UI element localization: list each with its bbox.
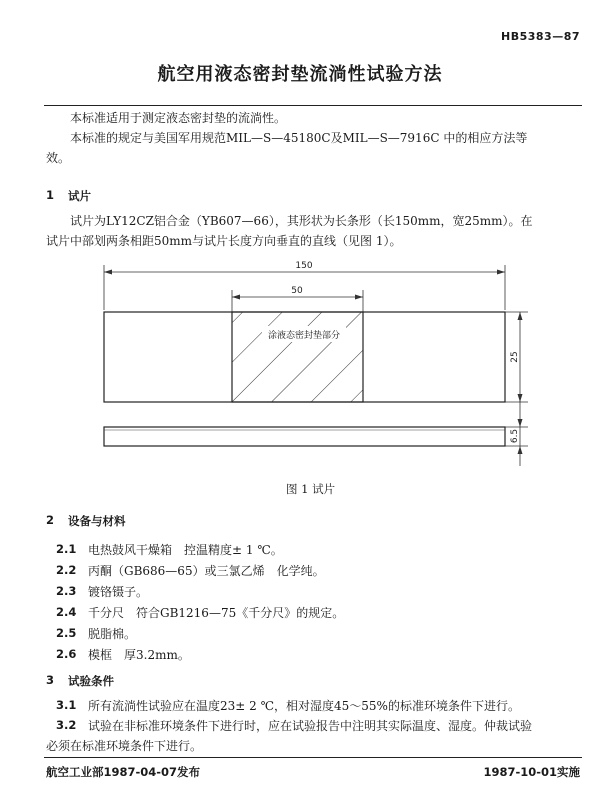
section-3-number: 3 (46, 673, 55, 687)
standard-number: HB5383—87 (500, 30, 580, 43)
section-3-heading: 试验条件 (68, 674, 114, 688)
item-2-1-text: 电热鼓风干燥箱 控温精度± 1 ℃。 (88, 543, 283, 557)
item-3-1-number: 3.1 (56, 698, 77, 712)
item-2-2-text: 丙酮（GB686—65）或三氯乙烯 化学纯。 (88, 564, 325, 578)
item-2-2-number: 2.2 (56, 563, 77, 577)
section-2-heading: 设备与材料 (68, 514, 126, 528)
item-2-4-number: 2.4 (56, 605, 77, 619)
item-2-6-number: 2.6 (56, 647, 77, 661)
bottom-rule (44, 757, 582, 758)
item-2-5-text: 脱脂棉。 (88, 627, 137, 641)
dim-thickness-label: 6.5 (510, 428, 520, 444)
item-2-6-text: 模框 厚3.2mm。 (88, 648, 190, 662)
item-2-1-number: 2.1 (56, 542, 77, 556)
dim-width-label: 25 (510, 351, 520, 363)
dim-zone-label: 50 (291, 286, 303, 296)
item-3-2-text: 试验在非标准环境条件下进行时，应在试验报告中注明其实际温度、湿度。仲裁试验 (88, 719, 533, 733)
dim-length-label: 150 (295, 261, 313, 271)
section-1-heading: 试片 (68, 189, 91, 203)
intro-line-2: 本标准的规定与美国军用规范MIL—S—45180C及MIL—S—7916C 中的相应方法等 (70, 131, 528, 145)
section-1-line-1: 试片为LY12CZ铝合金（YB607—66），其形状为长条形（长150mm，宽25mm）。在 (70, 214, 533, 228)
item-3-2-continuation: 必须在标准环境条件下进行。 (46, 739, 203, 753)
effective-date: 1987-10-01实施 (483, 765, 580, 779)
intro-line-1: 本标准适用于测定液态密封垫的流淌性。 (70, 111, 287, 125)
item-3-1-text: 所有流淌性试验应在温度23± 2 ℃，相对湿度45～55%的标准环境条件下进行。 (88, 699, 520, 713)
item-3-2-number: 3.2 (56, 718, 77, 732)
sealant-zone (232, 312, 363, 402)
section-2-number: 2 (46, 513, 55, 527)
section-1-number: 1 (46, 188, 55, 202)
document-title: 航空用液态密封垫流淌性试验方法 (157, 64, 443, 85)
intro-line-3: 效。 (46, 151, 71, 165)
zone-label: 涂液态密封垫部分 (267, 331, 341, 341)
item-2-3-text: 镀铬镊子。 (88, 585, 149, 599)
figure-caption: 图 1 试片 (286, 482, 336, 496)
issued-date: 航空工业部1987-04-07发布 (46, 765, 201, 779)
item-2-4-text: 千分尺 符合GB1216—75《千分尺》的规定。 (88, 606, 345, 620)
item-2-3-number: 2.3 (56, 584, 77, 598)
section-1-line-2: 试片中部划两条相距50mm与试片长度方向垂直的直线（见图 1）。 (46, 234, 402, 248)
item-2-5-number: 2.5 (56, 626, 77, 640)
